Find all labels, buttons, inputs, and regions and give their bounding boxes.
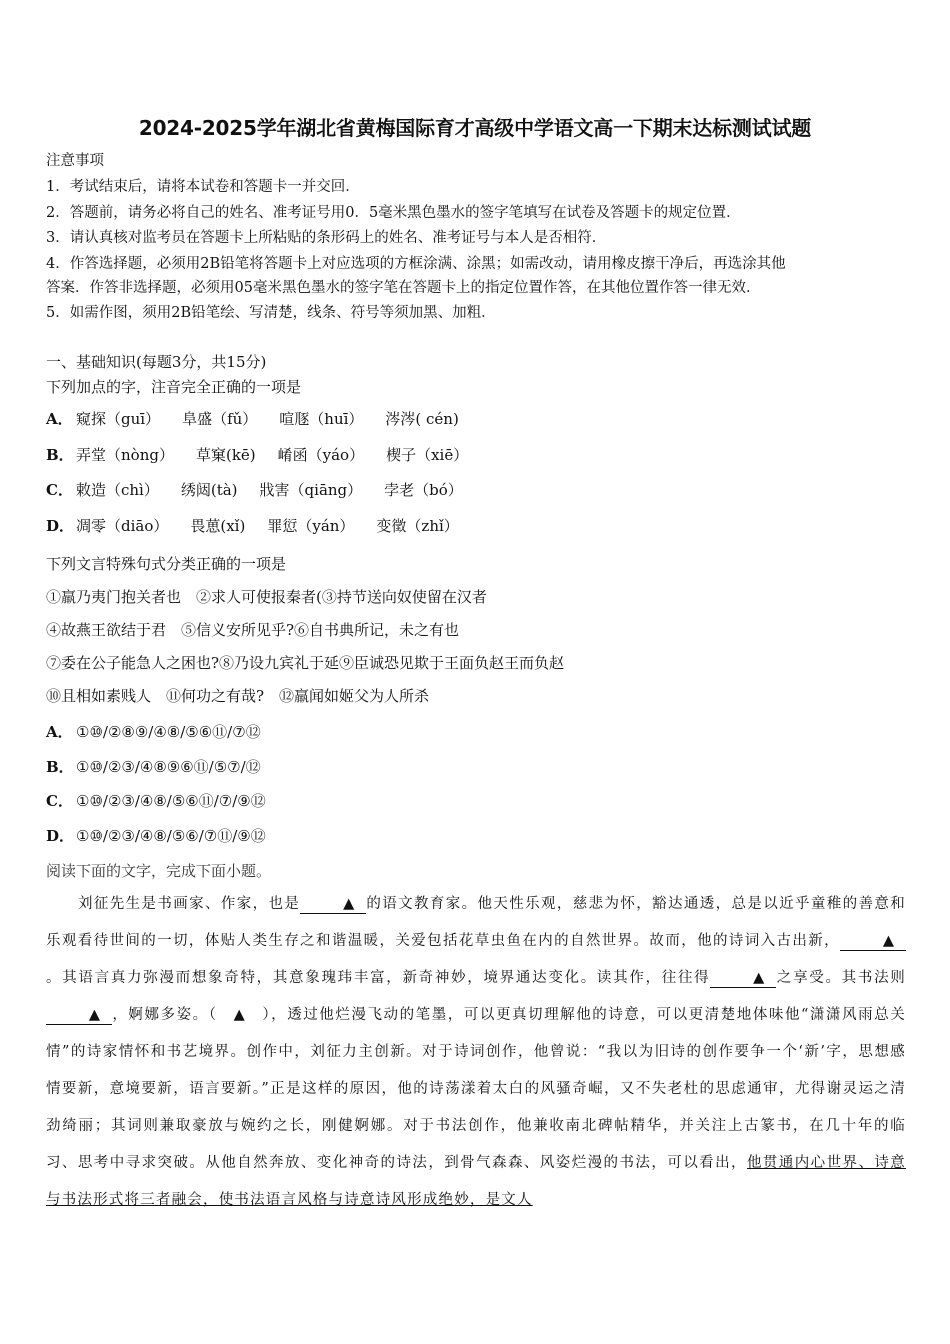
- blank-2[interactable]: ▲: [840, 932, 906, 951]
- note-4a: 4．作答选择题，必须用2B铅笔将答题卡上对应选项的方框涂满、涂黑；如需改动，请用橡皮擦干净后，再选涂其他: [46, 256, 786, 272]
- reading-passage: [46, 886, 906, 1219]
- q1-option-d[interactable]: D． 凋零（diāo） 畏葸(xǐ) 罪愆（yán） 变徵（zhǐ）: [46, 517, 459, 535]
- q2-sentences-4: ⑩且相如素贱人 ⑪何功之有哉? ⑫羸闻如姬父为人所杀: [46, 687, 430, 705]
- underlined-sentence: 他贯通内心世界、诗意与书法形式将三者融会，使书法语言风格与诗意诗风形成绝妙，是文人: [46, 1155, 907, 1208]
- blank-3[interactable]: ▲: [710, 969, 776, 988]
- section-heading: 一、基础知识(每题3分，共15分): [46, 353, 267, 371]
- note-3: 3．请认真核对监考员在答题卡上所粘贴的条形码上的姓名、准考证号与本人是否相符．: [46, 230, 607, 246]
- note-2: 2．答题前，请务必将自己的姓名、准考证号用0．5毫米黑色墨水的签字笔填写在试卷及答题卡的规定位置．: [46, 205, 741, 221]
- blank-1[interactable]: ▲: [300, 895, 366, 914]
- note-5: 5．如需作图，须用2B铅笔绘、写清楚，线条、符号等须加黑、加粗．: [46, 305, 496, 321]
- q2-sentences-1: ①羸乃夷门抱关者也 ②求人可使报秦者(③持节送向奴使留在汉者: [46, 588, 487, 606]
- reading-instruction: 阅读下面的文字，完成下面小题。: [46, 862, 272, 880]
- q2-sentences-3: ⑦委在公子能急人之困也?⑧乃设九宾礼于延⑨臣诚恐见欺于王面负赵王而负赵: [46, 654, 565, 672]
- paren-blank[interactable]: （ ▲ ）: [208, 1007, 272, 1023]
- note-1: 1．考试结束后，请将本试卷和答题卡一并交回．: [46, 179, 360, 195]
- q2-stem: 下列文言特殊句式分类正确的一项是: [46, 555, 287, 573]
- q2-option-d[interactable]: D． ①⑩/②③/④⑧/⑤⑥/⑦⑪/⑨⑫: [46, 827, 266, 845]
- blank-4[interactable]: ▲: [46, 1006, 112, 1025]
- notes-heading: 注意事项: [46, 153, 104, 169]
- q1-option-a[interactable]: A． 窥探（guī） 阜盛（fǔ） 喧豗（huī） 涔涔( cén): [46, 410, 459, 428]
- passage-paragraph: 刘征先生是书画家、作家，也是 ▲ 的语文教育家。他天性乐观，慈悲为怀，豁达通透，总是以近乎童稚的善意和乐观看待世间的一切，体贴人类生存之和谐温暖，关爱包括花草虫鱼在内的自然世界。故而，他的诗词入古出新， ▲。其语言真力弥漫而想象奇特，其意象瑰玮丰富，新奇神妙，境界通达变化。读其作，往往得 ▲ 之享受。其书法则▲ ，婀娜多姿。（ ▲ ），透过他烂漫飞动的笔墨，可以更真切理解他的诗意，可以更清楚地体味他“潇潇风雨总关情”的诗家情怀和书艺境界。创作中，刘征力主创新。对于诗词创作，他曾说：“我以为旧诗的创作要争一个‘新’字，思想感情要新，意境要新，语言要新。”正是这样的原因，他的诗荡漾着太白的风骚奇崛，又不失老杜的思虑通审，尤得谢灵运之清劲绮丽；其词则兼取豪放与婉约之长，刚健婀娜。对于书法创作，他兼收南北碑帖精华，并关注上古篆书，在几十年的临习、思考中寻求突破。从他自然奔放、变化神奇的诗法，到骨气森森、风姿烂漫的书法，可以看出，他贯通内心世界、诗意与书法形式将三者融会，使书法语言风格与诗意诗风形成绝妙，是文人: [46, 896, 907, 1208]
- exam-title: 2024-2025学年湖北省黄梅国际育才高级中学语文高一下期末达标测试试题: [138, 116, 812, 140]
- q2-option-b[interactable]: B． ①⑩/②③/④⑧⑨⑥⑪/⑤⑦/⑫: [46, 758, 261, 776]
- q2-option-a[interactable]: A． ①⑩/②⑧⑨/④⑧/⑤⑥⑪/⑦⑫: [46, 723, 261, 741]
- q1-option-c[interactable]: C． 敕造（chì） 绣闼(tà) 戕害（qiāng） 孛老（bó）: [46, 481, 463, 499]
- q2-option-c[interactable]: C． ①⑩/②③/④⑧/⑤⑥⑪/⑦/⑨⑫: [46, 792, 266, 810]
- q1-stem: 下列加点的字，注音完全正确的一项是: [46, 378, 302, 396]
- q2-sentences-2: ④故燕王欲结于君 ⑤信义安所见乎?⑥自书典所记，未之有也: [46, 621, 460, 639]
- q1-option-b[interactable]: B． 弄堂（nòng） 草窠(kē) 崤函（yáo） 楔子（xiē）: [46, 446, 469, 464]
- note-4b: 答案．作答非选择题，必须用05毫米黑色墨水的签字笔在答题卡上的指定位置作答，在其他位置作答一律无效．: [46, 280, 761, 296]
